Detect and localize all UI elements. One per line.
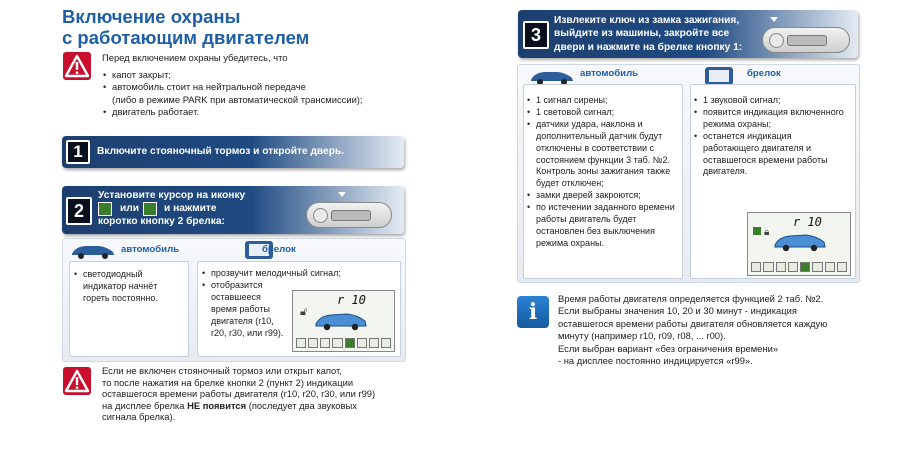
step-2-text [98, 189, 245, 228]
car-result-box [523, 84, 683, 279]
car-result-item: • светодиодный индикатор начнёт гореть постоянно. [73, 269, 183, 305]
lcd-status-icon [837, 262, 847, 272]
car-result-item: • датчики удара, наклона и дополнительный датчик будут отключены в соответствии с состоянием функции 3 таб. №2. Контроль зоны зажигания также будет отключен; [526, 119, 678, 190]
result-panel-2 [62, 238, 406, 362]
car-label: автомобиль [580, 68, 639, 79]
warning-item: • двигатель работает. [102, 106, 402, 119]
warning-icon [63, 52, 91, 80]
car-result-item: • 1 сигнал сирены; [526, 95, 678, 107]
step-2-line-3: коротко кнопку 2 брелка: [98, 216, 225, 227]
info-block [558, 293, 858, 367]
fob-screen-icon [704, 66, 734, 86]
step-3-number: 3 [523, 21, 549, 49]
car-icon [69, 242, 117, 260]
step-3-banner [518, 10, 858, 58]
car-result-item: • замки дверей закроются; [526, 190, 678, 202]
lcd-status-icon [825, 262, 835, 272]
fob-lcd-display [292, 290, 395, 352]
warning-block-2 [102, 365, 412, 423]
step-2-line-1: Установите курсор на иконку [98, 190, 246, 201]
lcd-status-icon [357, 338, 367, 348]
pointer-arrow-icon [338, 192, 346, 197]
fob-lcd-display [747, 212, 851, 276]
lcd-status-icon [332, 338, 342, 348]
warning-item: • автомобиль стоит на нейтральной передаче (либо в режиме PARK при автоматической трансмиссии); [102, 81, 402, 106]
lcd-status-icon [381, 338, 391, 348]
step-3-text [554, 14, 742, 54]
fob-button-icon [769, 33, 784, 48]
lcd-status-icon [320, 338, 330, 348]
pointer-arrow-icon [770, 17, 778, 22]
lcd-status-icon [369, 338, 379, 348]
step-3-line: выйдите из машины, закройте все [554, 28, 730, 40]
warning-2-line: то после нажатия на брелке кнопки 2 (пункт 2) индикации [102, 376, 354, 388]
step-2-number: 2 [66, 197, 92, 225]
page-title [62, 6, 309, 48]
car-display-icon [772, 229, 828, 253]
lcd-timer-value: r 10 [793, 215, 822, 229]
warning-intro: Перед включением охраны убедитесь, что [102, 52, 288, 63]
engine-timer-icon [143, 202, 157, 216]
fob-result-item: • останется индикация работающего двигателя и оставшегося времени работы двигателя. [693, 131, 849, 179]
info-line: Если выбран вариант «без ограничения времени» [558, 342, 779, 354]
step-3-line: двери и нажмите на брелке кнопку 1: [554, 41, 743, 53]
key-fob-image [762, 27, 850, 53]
lcd-status-icon [308, 338, 318, 348]
car-result-item: • по истечении заданного времени работы двигатель будет остановлен без выключения режима охраны. [526, 202, 678, 250]
car-label: автомобиль [121, 244, 180, 255]
fob-result-box [197, 261, 401, 357]
fob-buttons [787, 35, 827, 46]
lcd-status-icon [800, 262, 810, 272]
step-2-banner [62, 186, 404, 234]
lcd-status-icon [753, 227, 761, 235]
lcd-status-icon [812, 262, 822, 272]
lcd-status-icon [788, 262, 798, 272]
step-2-or: или [120, 203, 139, 214]
fob-result-text [693, 95, 849, 178]
lcd-icon-row [296, 338, 391, 348]
fob-result-item: • 1 звуковой сигнал; [693, 95, 849, 107]
info-line: минуту (например r10, r09, r08, ... r00). [558, 330, 726, 342]
fob-label: брелок [747, 68, 781, 79]
title-line-2: с работающим двигателем [62, 27, 310, 48]
info-line: - на дисплее постоянно индицируется «r99». [558, 355, 753, 367]
lock-icon: 🔓︎ [300, 306, 308, 318]
step-1-banner [62, 136, 404, 168]
key-fob-image [306, 202, 392, 228]
info-icon: i [517, 296, 549, 328]
step-1-text: Включите стояночный тормоз и откройте дверь. [97, 146, 345, 157]
fob-button-icon [313, 208, 328, 223]
lcd-timer-value: r 10 [337, 293, 366, 307]
warning-emphasis: НЕ появится [187, 399, 247, 411]
warning-icon [63, 367, 91, 395]
result-panel-3 [517, 64, 860, 283]
step-1-number: 1 [66, 140, 90, 164]
lock-icon: 🔒︎ [764, 227, 770, 238]
warning-2-line: оставшегося времени работы двигателя (r10, r20, r30, или r99) [102, 388, 376, 400]
warning-2-line: сигнала брелка). [102, 411, 176, 423]
fob-result-item: • появится индикация включенного режима охраны; [693, 107, 849, 131]
lcd-status-icon [763, 262, 773, 272]
car-result-box [69, 261, 189, 357]
fob-result-text [201, 268, 341, 339]
warning-block-1 [102, 52, 402, 119]
info-line: оставшегося времени работы двигателя обновляется каждую [558, 317, 828, 329]
lcd-status-icon [751, 262, 761, 272]
lcd-status-icon [345, 338, 355, 348]
fob-result-item: • отобразится оставшееся время работы двигателя (r10, r20, r30, или r99). [201, 280, 286, 340]
car-result-text [526, 95, 678, 250]
fob-label: брелок [262, 244, 296, 255]
info-line: Время работы двигателя определяется функцией 2 таб. №2. [558, 293, 824, 304]
lcd-status-icon [296, 338, 306, 348]
fob-buttons [331, 210, 371, 221]
warning-2-line: Если не включен стояночный тормоз или открыт капот, [102, 365, 342, 376]
step-2-press: и нажмите [164, 203, 217, 214]
info-line: Если выбраны значения 10, 20 и 30 минут - индикация [558, 305, 797, 317]
engine-start-icon [98, 202, 112, 216]
car-result-item: • 1 световой сигнал; [526, 107, 678, 119]
fob-result-item: • прозвучит мелодичный сигнал; [201, 268, 401, 280]
lcd-icon-row [751, 262, 847, 272]
fob-result-box [690, 84, 856, 279]
car-result-text [73, 269, 183, 305]
car-display-icon [313, 308, 369, 332]
title-line-1: Включение охраны [62, 6, 241, 27]
warning-2-line: на дисплее брелка НЕ появится (последует два звуковых [102, 399, 357, 411]
lcd-status-icon [776, 262, 786, 272]
step-3-line: Извлеките ключ из замка зажигания, [554, 15, 740, 26]
warning-item: • капот закрыт; [102, 69, 402, 82]
